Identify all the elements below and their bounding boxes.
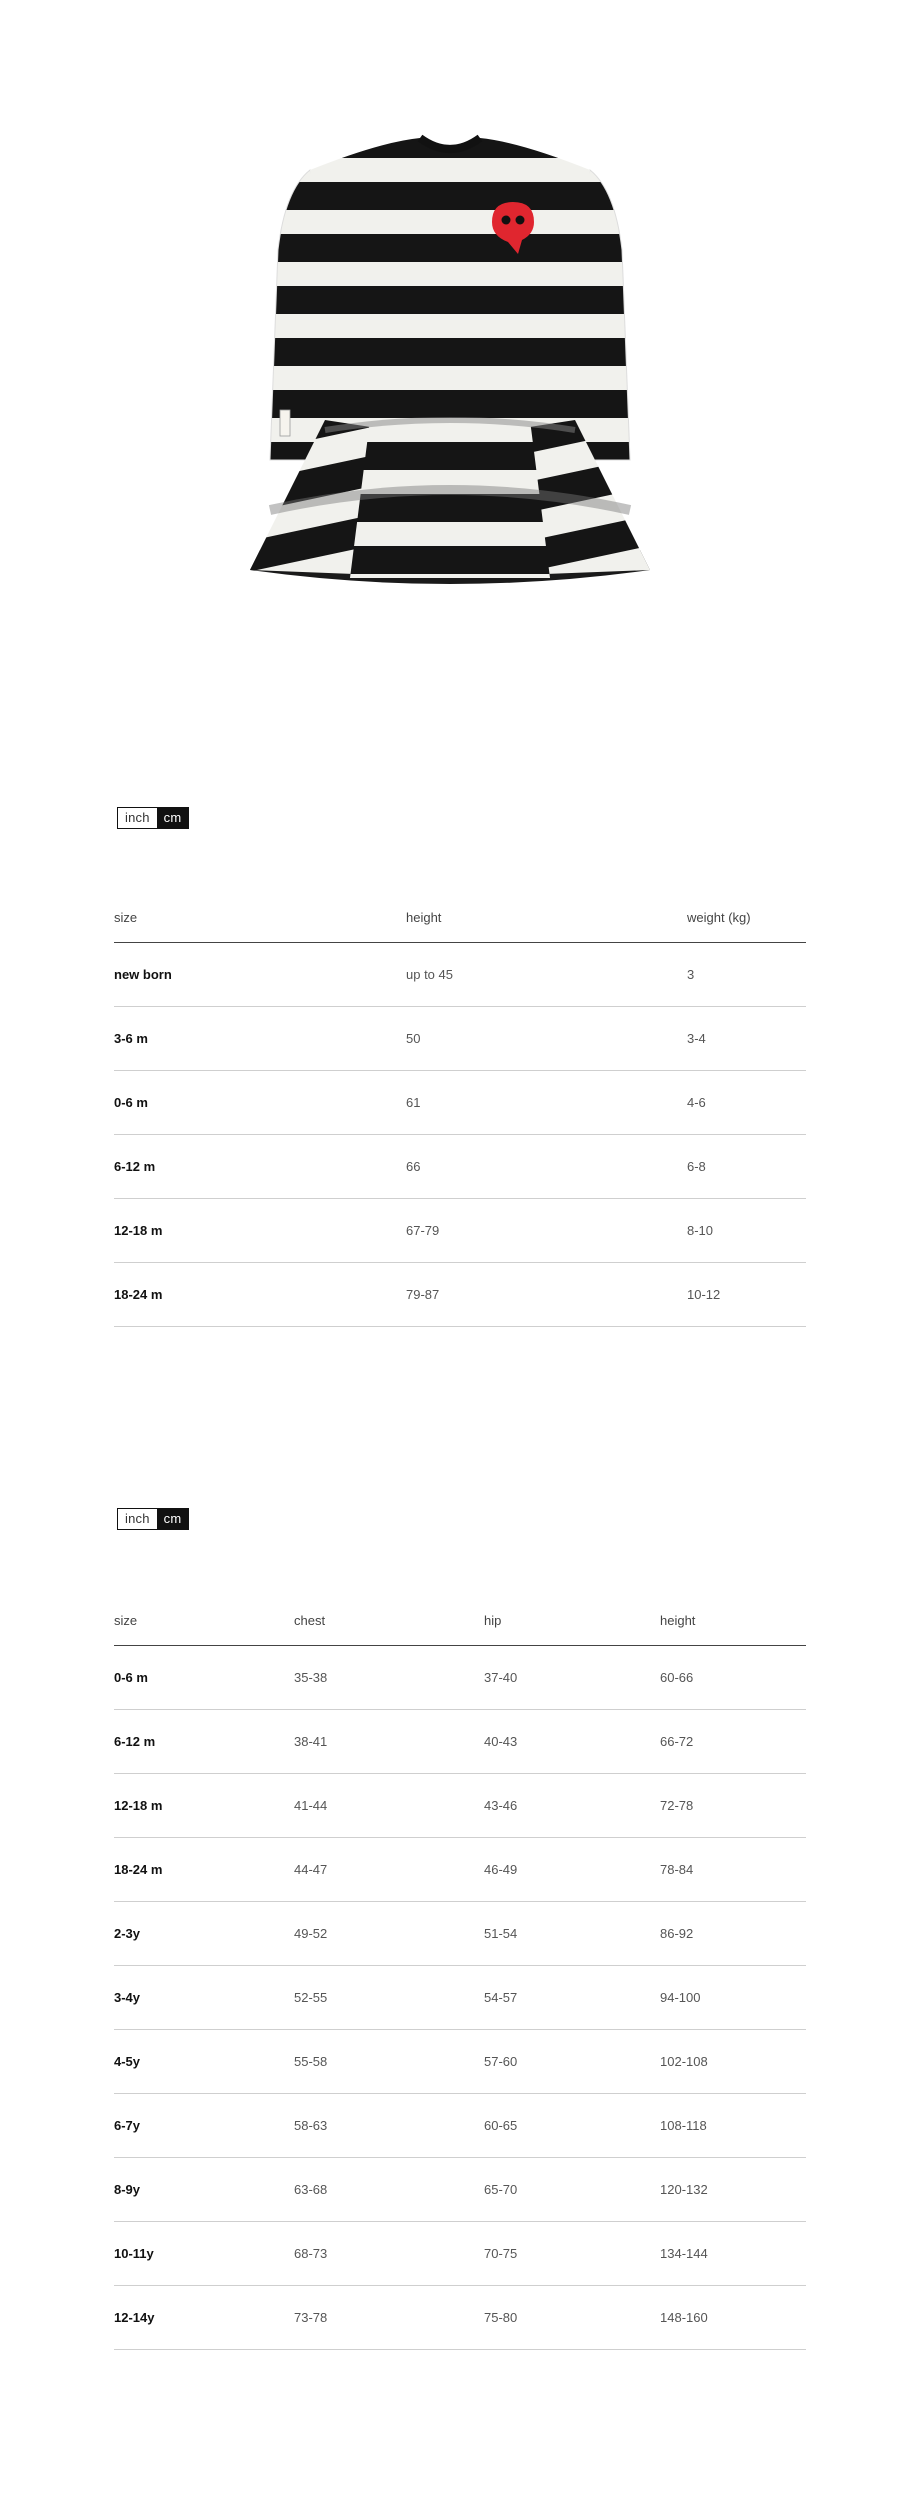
table-row (114, 2094, 806, 2158)
size-cell: 6-7y (114, 2094, 294, 2158)
value-cell: 6-8 (687, 1135, 806, 1199)
value-cell: 40-43 (484, 1710, 660, 1774)
value-cell: 52-55 (294, 1966, 484, 2030)
collar (420, 138, 480, 149)
value-cell: 46-49 (484, 1838, 660, 1902)
table-row (114, 1007, 806, 1071)
col-header-height: height (406, 892, 687, 943)
table-row (114, 1071, 806, 1135)
value-cell: 120-132 (660, 2158, 806, 2222)
unit-inch-button[interactable]: inch (118, 808, 157, 828)
size-cell: 3-6 m (114, 1007, 406, 1071)
table-header-row (114, 1595, 806, 1646)
col-header-height: height (660, 1595, 806, 1646)
value-cell: 54-57 (484, 1966, 660, 2030)
value-cell: 86-92 (660, 1902, 806, 1966)
size-cell: 18-24 m (114, 1263, 406, 1327)
value-cell: 50 (406, 1007, 687, 1071)
value-cell: 3 (687, 943, 806, 1007)
size-cell: 12-14y (114, 2286, 294, 2350)
table-row (114, 2286, 806, 2350)
table-body (114, 1646, 806, 2350)
value-cell: 55-58 (294, 2030, 484, 2094)
dress-bodice (310, 138, 590, 430)
value-cell: 51-54 (484, 1902, 660, 1966)
value-cell: 79-87 (406, 1263, 687, 1327)
size-cell: 0-6 m (114, 1646, 294, 1710)
col-header-size: size (114, 1595, 294, 1646)
table-row (114, 943, 806, 1007)
table-row (114, 2222, 806, 2286)
value-cell: 72-78 (660, 1774, 806, 1838)
table-header-row (114, 892, 806, 943)
table-row (114, 1902, 806, 1966)
size-cell: 18-24 m (114, 1838, 294, 1902)
value-cell: 37-40 (484, 1646, 660, 1710)
table-row (114, 1838, 806, 1902)
table-row (114, 2158, 806, 2222)
col-header-weight: weight (kg) (687, 892, 806, 943)
value-cell: 57-60 (484, 2030, 660, 2094)
table-row (114, 1263, 806, 1327)
value-cell: 44-47 (294, 1838, 484, 1902)
table-row (114, 2030, 806, 2094)
value-cell: 102-108 (660, 2030, 806, 2094)
value-cell: 58-63 (294, 2094, 484, 2158)
size-cell: 0-6 m (114, 1071, 406, 1135)
value-cell: 41-44 (294, 1774, 484, 1838)
value-cell: 66-72 (660, 1710, 806, 1774)
value-cell: 70-75 (484, 2222, 660, 2286)
value-cell: 66 (406, 1135, 687, 1199)
size-cell: 4-5y (114, 2030, 294, 2094)
value-cell: 94-100 (660, 1966, 806, 2030)
value-cell: 4-6 (687, 1071, 806, 1135)
value-cell: 134-144 (660, 2222, 806, 2286)
unit-cm-button[interactable]: cm (157, 808, 189, 828)
size-chart-kids (114, 1595, 806, 2350)
table-row (114, 1199, 806, 1263)
value-cell: 10-12 (687, 1263, 806, 1327)
col-header-chest: chest (294, 1595, 484, 1646)
value-cell: 108-118 (660, 2094, 806, 2158)
size-chart-baby (114, 892, 806, 1327)
col-header-hip: hip (484, 1595, 660, 1646)
value-cell: 35-38 (294, 1646, 484, 1710)
value-cell: 38-41 (294, 1710, 484, 1774)
table-body (114, 943, 806, 1327)
size-cell: 2-3y (114, 1902, 294, 1966)
value-cell: 73-78 (294, 2286, 484, 2350)
size-cell: 3-4y (114, 1966, 294, 2030)
product-image (230, 130, 670, 610)
size-cell: 6-12 m (114, 1135, 406, 1199)
table-row (114, 1966, 806, 2030)
value-cell: 68-73 (294, 2222, 484, 2286)
unit-cm-button[interactable]: cm (157, 1509, 189, 1529)
unit-toggle-1[interactable] (117, 807, 189, 829)
table-row (114, 1135, 806, 1199)
unit-toggle-2[interactable] (117, 1508, 189, 1530)
skirt-center-panel (350, 420, 550, 578)
value-cell: 63-68 (294, 2158, 484, 2222)
size-cell: 12-18 m (114, 1774, 294, 1838)
value-cell: 65-70 (484, 2158, 660, 2222)
value-cell: 148-160 (660, 2286, 806, 2350)
garment-tag (280, 410, 290, 436)
striped-dress-illustration (230, 130, 670, 610)
table-row (114, 1774, 806, 1838)
value-cell: 78-84 (660, 1838, 806, 1902)
value-cell: 8-10 (687, 1199, 806, 1263)
value-cell: 75-80 (484, 2286, 660, 2350)
size-cell: 6-12 m (114, 1710, 294, 1774)
table-row (114, 1646, 806, 1710)
size-cell: new born (114, 943, 406, 1007)
value-cell: 3-4 (687, 1007, 806, 1071)
col-header-size: size (114, 892, 406, 943)
value-cell: up to 45 (406, 943, 687, 1007)
table-row (114, 1710, 806, 1774)
size-cell: 12-18 m (114, 1199, 406, 1263)
value-cell: 60-65 (484, 2094, 660, 2158)
unit-inch-button[interactable]: inch (118, 1509, 157, 1529)
size-cell: 8-9y (114, 2158, 294, 2222)
value-cell: 60-66 (660, 1646, 806, 1710)
size-cell: 10-11y (114, 2222, 294, 2286)
value-cell: 49-52 (294, 1902, 484, 1966)
value-cell: 67-79 (406, 1199, 687, 1263)
value-cell: 43-46 (484, 1774, 660, 1838)
value-cell: 61 (406, 1071, 687, 1135)
